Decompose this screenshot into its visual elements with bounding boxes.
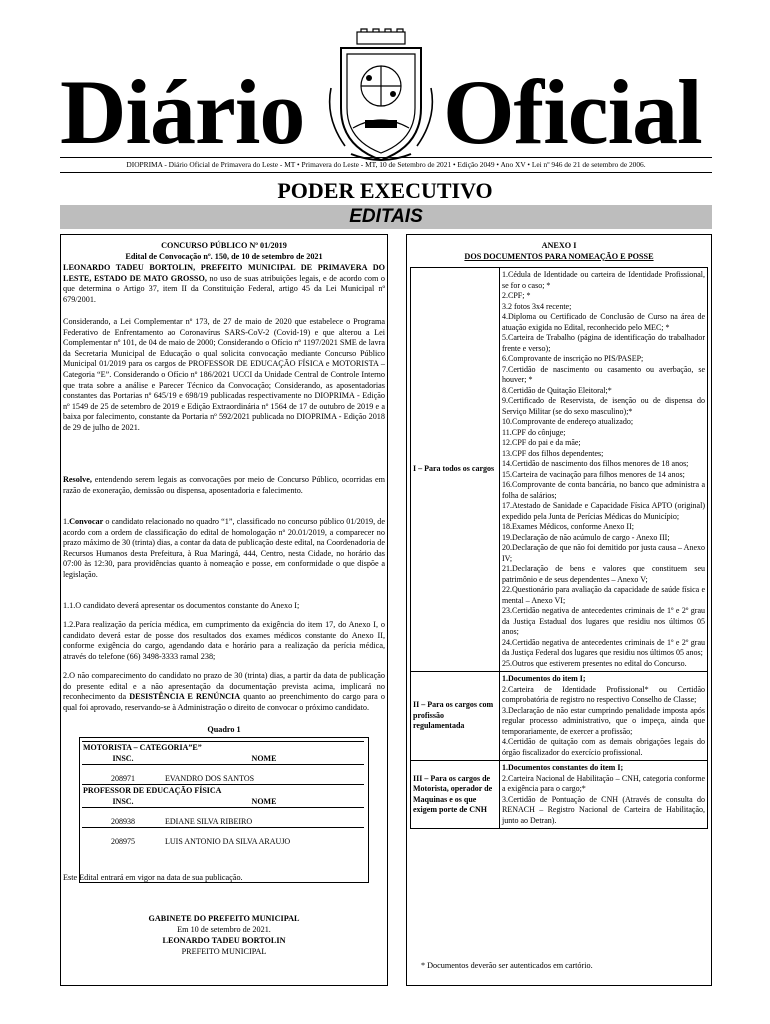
edital-heading: Edital de Convocação nº. 150, de 10 de setembro de 2021 [125, 252, 323, 261]
anexo-row-3-items [500, 761, 708, 829]
masthead [0, 0, 770, 175]
anexo-row-3-list [502, 763, 705, 826]
table-row [82, 816, 364, 828]
anexo-item: 9.Certificado de Reservista, de isenção ou de dispensa do Serviço Militar (se do sexo masculino);* [502, 396, 705, 416]
signature-date: Em 10 de setembro de 2021. [177, 925, 271, 934]
anexo-item: 2.Carteira de Identidade Profissional* ou Certidão comprobatória de registro no respectivo Conselho de Classe; [502, 684, 705, 704]
p2-text-a: 2.O não comparecimento do candidato no prazo de 30 (trinta) dias, a partir da data de publicação do presente edital e a não apresentação da documentação prevista acima, implicará no reconhecimento da [63, 671, 385, 702]
quadro-section-header [82, 785, 364, 797]
p1-convocar: Convocar [69, 517, 104, 526]
row-insc: 208971 [82, 773, 164, 785]
p2-desistencia: DESISTÊNCIA E RENÚNCIA [129, 692, 241, 702]
anexo-item: 12.CPF do pai e da mãe; [502, 438, 581, 447]
resolve-paragraph [63, 475, 385, 496]
anexo-row-2-list [502, 674, 705, 758]
anexo-item: 3.2 fotos 3x4 recente; [502, 301, 572, 311]
anexo-footnote: * Documentos deverão ser autenticados em cartório. [421, 961, 593, 970]
anexo-table [410, 267, 708, 829]
anexo-item: 18.Exames Médicos, conforme Anexo II; [502, 522, 634, 531]
anexo-row-1 [411, 268, 708, 672]
anexo-item: 1.Documentos constantes do item I; [502, 763, 624, 772]
row-insc: 208975 [111, 837, 135, 846]
anexo-item: 15.Carteira de vacinação para filhos menores de 14 anos; [502, 469, 685, 479]
municipal-crest-icon [311, 28, 451, 168]
row-nome: EVANDRO DOS SANTOS [164, 773, 364, 785]
anexo-item: 4.Certidão de quitação com as demais obrigações legais do órgão fiscalizador do exercício profissional. [502, 737, 705, 757]
anexo-column [406, 234, 712, 986]
quadro-section-title: PROFESSOR DE EDUCAÇÃO FÍSICA [83, 786, 222, 795]
paragraph-1-1: 1.1.O candidato deverá apresentar os documentos constante do Anexo I; [63, 601, 300, 610]
anexo-item: 8.Certidão de Quitação Eleitoral;* [502, 385, 612, 395]
anexo-item: 22.Questionário para avaliação da capacidade de saúde física e mental – Anexo VI; [502, 585, 705, 605]
anexo-item: 3.Declaração de não estar cumprindo penalidade imposta após regular processo administrativo, que o impeça, ainda que temporariamente, de exercer a profissão; [502, 705, 705, 736]
anexo-item: 17.Atestado de Sanidade e Capacidade Física APTO (original) expedido pela Junta de Perícias Médicas do Município; [502, 501, 705, 521]
anexo-row-3 [411, 761, 708, 829]
anexo-row-1-items [500, 268, 708, 672]
anexo-item: 14.Certidão de nascimento dos filhos menores de 18 anos; [502, 459, 689, 468]
anexo-item: 2.Carteira Nacional de Habilitação – CNH, categoria conforme a exigência para o cargo;* [502, 773, 705, 793]
row-insc: 208938 [82, 816, 164, 828]
paragraph-1 [63, 517, 385, 581]
masthead-title-right: Oficial [443, 61, 702, 163]
p2-text-b: quanto ao preenchimento do cargo para o qual foi aprovado, reservando-se à Administração o direito de convocar o próximo candidato. [63, 692, 385, 712]
anexo-item: 7.Certidão de nascimento ou casamento ou averbação, se houver; * [502, 364, 705, 384]
signature-role: PREFEITO MUNICIPAL [181, 947, 267, 956]
anexo-item: 23.Certidão negativa de antecedentes criminais de 1º e 2º grau da Justiça Estadual dos lugares que residiu nos últimos 05 anos; [502, 606, 705, 636]
mayor-declaration: LEONARDO TADEU BORTOLIN, PREFEITO MUNICIPAL DE PRIMAVERA DO LESTE, ESTADO DE MATO GROSSO, [63, 263, 385, 283]
quadro-table [82, 741, 364, 847]
anexo-item: 4.Diploma ou Certificado de Conclusão de Curso na área de atuação exigida no Edital, reconhecido pelo MEC; * [502, 312, 705, 332]
anexo-item: 10.Comprovante de endereço atualizado; [502, 417, 634, 426]
anexo-row-2-label: II – Para os cargos com profissão regulamentada [411, 672, 500, 761]
resolve-text: entendendo serem legais as convocações por meio de Concurso Público, ocorridas em razão de exoneração, demissão ou dispensa, aposentadoria e falecimento. [63, 475, 385, 495]
anexo-item: 11.CPF do cônjuge; [502, 427, 566, 437]
anexo-item: 1.Documentos do item I; [502, 674, 586, 683]
intro-paragraph [63, 263, 385, 305]
anexo-row-1-list [502, 270, 705, 669]
signature-office: GABINETE DO PREFEITO MUNICIPAL [148, 914, 300, 923]
vigor-paragraph: Este Edital entrará em vigor na data de sua publicação. [63, 873, 243, 882]
p1-text: o candidato relacionado no quadro “1”, classificado no concurso público 01/2019, de acordo com a ordem de classificação do edital de homologação nº 20.01/2019, a comparecer no prazo máximo de 30 (trinta) dias, a contar da data de publicação deste edital, na Coordenadoria de Recursos Humanos desta Prefeitura, à Rua Maringá, 444, Centro, nesta Cidade, no horário das 07:00 às 12:30, para providências quanto à nomeação e posse, em conformidade o que dispõe a legislação. [63, 517, 385, 579]
anexo-item: 6.Comprovante de inscrição no PIS/PASEP; [502, 354, 644, 363]
quadro-title: Quadro 1 [207, 725, 241, 734]
section-title: PODER EXECUTIVO [277, 178, 493, 203]
anexo-title: ANEXO I [541, 241, 577, 250]
anexo-row-2 [411, 672, 708, 761]
edition-info: DIOPRIMA - Diário Oficial de Primavera do Leste - MT • Primavera do Leste - MT, 10 de Setembro de 2021 • Edição 2049 • Ano XV • Lei nº 946 de 21 de setembro de 2006. [126, 160, 646, 169]
anexo-item: 5.Carteira de Trabalho (página de identificação do trabalhador frente e verso); [502, 333, 705, 353]
quadro-section-title: MOTORISTA – CATEGORIA”E” [82, 742, 364, 754]
anexo-item: 24.Certidão negativa de antecedentes criminais de 1º e 2º grau da Justiça Federal dos lugares que residiu nos últimos 05 anos; [502, 637, 705, 657]
intro-text: no uso de suas atribuições legais, e de acordo com o que determina o Artigo 37, item II da Constituição Federal, artigo 45 da Lei Municipal nº 679/2001. [63, 273, 385, 304]
table-row [82, 773, 364, 785]
anexo-row-1-label: I – Para todos os cargos [411, 268, 500, 672]
anexo-subtitle: DOS DOCUMENTOS PARA NOMEAÇÃO E POSSE [464, 252, 654, 261]
col-insc: INSC. [82, 796, 164, 808]
anexo-item: 13.CPF dos filhos dependentes; [502, 448, 604, 458]
anexo-item: 25.Outros que estiverem presentes no edital do Concurso. [502, 658, 687, 668]
anexo-item: 21.Declaração de bens e valores que constituem seu patrimônio e de seus dependentes – Anexo V; [502, 564, 705, 584]
editais-banner: EDITAIS [60, 205, 712, 229]
row-nome: LUIS ANTONIO DA SILVA ARAUJO [165, 837, 291, 846]
col-nome: NOME [164, 796, 364, 808]
quadro-box [79, 737, 369, 883]
signature-name: LEONARDO TADEU BORTOLIN [162, 936, 286, 945]
col-insc: INSC. [82, 753, 164, 765]
anexo-item: 1.Cédula de Identidade ou carteira de Identidade Profissional, se for o caso; * [502, 270, 705, 290]
anexo-item: 2.CPF; * [502, 291, 531, 300]
edital-column [60, 234, 388, 986]
table-row [82, 836, 364, 847]
p1-number: 1. [63, 517, 70, 526]
considerandos-paragraph: Considerando, a Lei Complementar nº 173, de 27 de maio de 2020 que estabelece o Programa Federativo de Enfrentamento ao Coronavírus SARS-CoV-2 (Covid-19) e que alterou a Lei Complementar nº 101, de 04 de maio de 2000; Considerando o Ofício nº 1197/2021 SME de lavra da Secretaria Municipal de Educação o qual solicita convocação mediante Concurso Público Municipal 01/2019 para os cargos de PROFESSOR DE EDUCAÇÃO FÍSICA e MOTORISTA – Categoria “E”. Considerando o Ofício nº 186/2021 UCCI da Unidade Central de Controle Interno que trata sobre a análise e Parecer Técnico da Convocação; Considerando, as aposentadorias constantes das Portarias nº 645/19 e 698/19 publicadas respectivamente no DIOPRIMA - Edição nº 1549 de 25 de setembro de 2019 e Edição Extraordinária nº 1564 de 17 de outubro de 2019 e a baixa por falecimento, constante da Portaria nº 592/2021 publicada no DIOPRIMA - Edição 2018 de 29 de julho de 2021. [63, 317, 385, 432]
paragraph-1-2: 1.2.Para realização da perícia médica, em cumprimento da exigência do item 17, do Anexo I, o candidato deverá estar de posse dos resultados dos exames médicos constante do Anexo II, conforme exigência do cargo, agendando data e horário para a realização da perícia médica, através do telefone (66) 3498-3333 ramal 238; [63, 620, 385, 661]
anexo-item: 3.Certidão de Pontuação de CNH (Através de consulta do RENACH – Registro Nacional de Carteira de Habilitação, junto ao Detran). [502, 794, 705, 825]
quadro-column-header [82, 796, 364, 808]
row-nome: EDIANE SILVA RIBEIRO [164, 816, 364, 828]
anexo-item: 19.Declaração de não acúmulo de cargo - Anexo III; [502, 532, 670, 542]
masthead-title-left: Diário [60, 61, 305, 163]
meta-bottom-rule [60, 172, 712, 173]
quadro-column-header [82, 753, 364, 765]
paragraph-2 [63, 671, 385, 713]
anexo-row-2-items [500, 672, 708, 761]
anexo-row-3-label: III – Para os cargos de Motorista, operador de Maquinas e os que exigem porte de CNH [411, 761, 500, 829]
anexo-item: 20.Declaração de que não foi demitido por justa causa – Anexo IV; [502, 543, 705, 563]
anexo-item: 16.Comprovante de conta bancária, no banco que administra a folha de salários; [502, 480, 705, 500]
resolve-label: Resolve, [63, 475, 92, 484]
contest-heading: CONCURSO PÚBLICO Nº 01/2019 [161, 241, 287, 250]
quadro-section-header [82, 742, 364, 754]
col-nome: NOME [164, 753, 364, 765]
